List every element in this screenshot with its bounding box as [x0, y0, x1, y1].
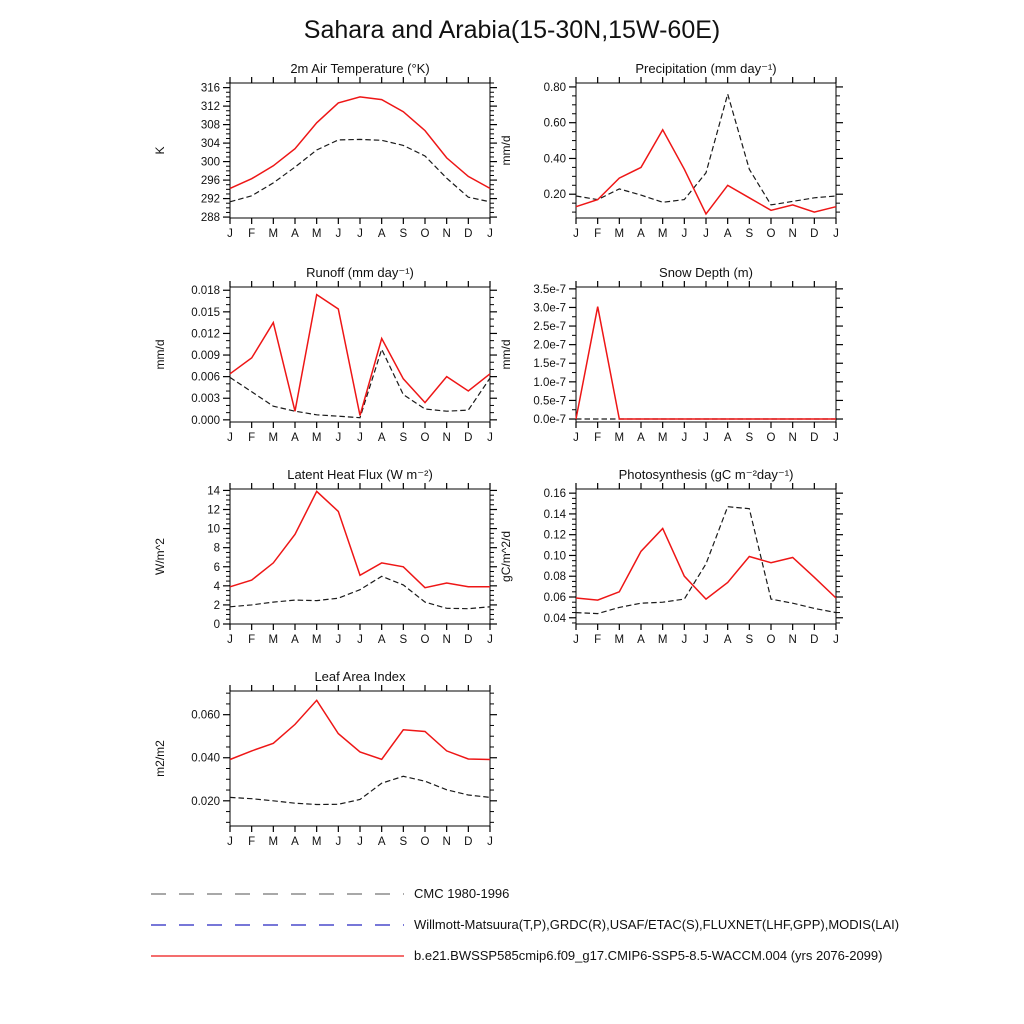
legend [150, 878, 899, 971]
x-tick-label: A [291, 228, 299, 240]
chart-title: 2m Air Temperature (°K) [290, 61, 430, 76]
plot-frame [230, 83, 490, 218]
y-tick-label: 3.0e-7 [533, 302, 566, 315]
x-tick-label: N [442, 228, 451, 240]
x-tick-label: J [335, 836, 342, 848]
plot-frame [576, 287, 836, 422]
x-tick-label: J [357, 634, 363, 646]
x-tick-label: M [268, 634, 279, 646]
x-tick-label: A [723, 432, 732, 444]
x-tick-label: J [681, 432, 688, 444]
snow-depth-chart [491, 265, 871, 457]
y-axis-label: mm/d [153, 339, 167, 370]
series-observations [230, 576, 490, 608]
x-tick-label: M [268, 836, 279, 848]
x-tick-label: F [248, 432, 256, 444]
x-tick-label: D [464, 634, 473, 646]
y-tick-label: 316 [200, 82, 220, 95]
panel-runoff [145, 265, 525, 457]
y-tick-label: 304 [200, 138, 220, 151]
x-tick-label: J [487, 634, 493, 646]
series-observations [230, 776, 490, 804]
x-tick-label: D [464, 228, 473, 240]
x-tick-label: A [637, 634, 645, 646]
precipitation-chart [491, 61, 871, 253]
x-tick-label: D [810, 432, 819, 444]
y-axis-label: gC/m^2/d [499, 531, 513, 582]
legend-item-0 [150, 878, 899, 909]
x-tick-label: J [573, 634, 579, 646]
y-tick-label: 0.08 [543, 571, 566, 584]
legend-line-swatch [150, 891, 405, 897]
series-observations [230, 139, 490, 201]
x-tick-label: M [311, 836, 322, 848]
y-tick-label: 0.5e-7 [533, 395, 566, 408]
series-model [230, 97, 490, 188]
x-tick-label: M [657, 634, 668, 646]
x-tick-label: M [614, 432, 625, 444]
x-tick-label: J [681, 228, 688, 240]
x-tick-label: J [227, 634, 233, 646]
chart-title: Latent Heat Flux (W m⁻²) [287, 467, 433, 482]
x-tick-label: A [291, 836, 299, 848]
y-axis-label: W/m^2 [153, 538, 167, 575]
y-tick-label: 0.003 [191, 393, 220, 406]
x-tick-label: J [703, 634, 709, 646]
y-tick-label: 312 [200, 101, 220, 114]
y-tick-label: 0.06 [543, 592, 566, 604]
y-axis-label: K [153, 146, 167, 155]
x-tick-label: M [657, 432, 668, 444]
x-tick-label: A [291, 634, 299, 646]
y-tick-label: 0.012 [191, 328, 220, 341]
chart-title: Snow Depth (m) [659, 265, 753, 280]
x-tick-label: A [291, 432, 299, 444]
legend-line-swatch [150, 953, 405, 959]
x-tick-label: M [657, 228, 668, 240]
snow-depth-svg [491, 265, 871, 457]
x-tick-label: N [442, 836, 451, 848]
x-tick-label: N [442, 432, 451, 444]
air-temperature-chart [145, 61, 525, 253]
panel-leaf-area-index [145, 669, 525, 861]
x-tick-label: N [788, 634, 797, 646]
series-observations [576, 507, 836, 614]
x-tick-label: O [420, 432, 430, 444]
precipitation-svg [491, 61, 871, 253]
series-model [576, 529, 836, 601]
x-tick-label: J [833, 228, 839, 240]
series-model [576, 307, 836, 419]
series-observations [230, 349, 490, 417]
x-tick-label: N [788, 432, 797, 444]
y-tick-label: 0.020 [191, 795, 220, 808]
y-tick-label: 0 [213, 619, 220, 631]
plot-frame [230, 691, 490, 826]
legend-label: Willmott-Matsuura(T,P),GRDC(R),USAF/ETAC(S),FLUXNET(LHF,GPP),MODIS(LAI) [414, 917, 900, 932]
y-tick-label: 288 [200, 212, 220, 225]
y-tick-label: 14 [207, 485, 220, 498]
y-tick-label: 2.5e-7 [533, 321, 566, 334]
plot-frame [230, 287, 490, 422]
x-tick-label: J [573, 228, 579, 240]
y-tick-label: 0.40 [543, 153, 566, 166]
y-tick-label: 2.0e-7 [533, 339, 566, 352]
x-tick-label: J [227, 836, 233, 848]
y-axis-label: mm/d [499, 135, 513, 166]
latent-heat-flux-svg [145, 467, 525, 659]
x-tick-label: D [810, 228, 819, 240]
x-tick-label: J [833, 432, 839, 444]
y-tick-label: 292 [200, 193, 220, 206]
x-tick-label: A [377, 432, 386, 444]
x-tick-label: F [594, 228, 602, 240]
x-tick-label: A [723, 228, 732, 240]
leaf-area-index-svg [145, 669, 525, 861]
runoff-chart [145, 265, 525, 457]
x-tick-label: O [420, 836, 430, 848]
x-tick-label: M [268, 228, 279, 240]
y-tick-label: 0.16 [543, 488, 566, 501]
y-tick-label: 308 [200, 119, 220, 132]
panel-latent-heat-flux [145, 467, 525, 659]
x-tick-label: D [810, 634, 819, 646]
photosynthesis-chart [491, 467, 871, 659]
x-tick-label: J [335, 228, 342, 240]
x-tick-label: J [227, 228, 233, 240]
x-tick-label: F [248, 634, 256, 646]
panel-snow-depth [491, 265, 871, 457]
x-tick-label: S [745, 228, 754, 240]
x-tick-label: O [766, 634, 776, 646]
series-model [230, 700, 490, 759]
y-tick-label: 0.14 [543, 508, 566, 521]
series-observations [576, 94, 836, 205]
x-tick-label: A [637, 228, 645, 240]
latent-heat-flux-chart [145, 467, 525, 659]
y-tick-label: 0.000 [191, 414, 220, 427]
x-tick-label: O [420, 634, 430, 646]
y-tick-label: 296 [200, 175, 220, 188]
x-tick-label: M [614, 228, 625, 240]
x-tick-label: F [594, 634, 602, 646]
x-tick-label: S [745, 432, 754, 444]
panel-photosynthesis [491, 467, 871, 659]
x-tick-label: J [335, 634, 342, 646]
chart-title: Leaf Area Index [314, 669, 406, 684]
legend-label: CMC 1980-1996 [414, 886, 510, 901]
y-tick-label: 0.006 [191, 371, 220, 384]
panel-air-temperature [145, 61, 525, 253]
x-tick-label: A [377, 836, 386, 848]
figure-title: Sahara and Arabia(15-30N,15W-60E) [303, 16, 721, 44]
y-tick-label: 4 [213, 580, 220, 593]
x-tick-label: A [723, 634, 732, 646]
y-tick-label: 2 [213, 599, 220, 612]
y-tick-label: 0.20 [543, 189, 566, 202]
x-tick-label: O [420, 228, 430, 240]
x-tick-label: J [487, 836, 493, 848]
x-tick-label: O [766, 432, 776, 444]
y-tick-label: 8 [213, 542, 220, 555]
y-tick-label: 0.060 [191, 709, 220, 722]
panel-precipitation [491, 61, 871, 253]
y-tick-label: 12 [207, 504, 220, 517]
legend-item-2 [150, 940, 899, 971]
photosynthesis-svg [491, 467, 871, 659]
x-tick-label: N [442, 634, 451, 646]
x-tick-label: M [311, 432, 322, 444]
y-tick-label: 0.009 [191, 350, 220, 363]
series-model [230, 295, 490, 416]
x-tick-label: S [399, 836, 408, 848]
series-model [230, 491, 490, 587]
x-tick-label: J [357, 432, 363, 444]
y-axis-label: mm/d [499, 339, 513, 370]
x-tick-label: M [311, 634, 322, 646]
leaf-area-index-chart [145, 669, 525, 861]
x-tick-label: S [399, 432, 408, 444]
x-tick-label: F [248, 228, 256, 240]
y-tick-label: 0.04 [543, 612, 566, 625]
plot-frame [230, 489, 490, 624]
chart-title: Photosynthesis (gC m⁻²day⁻¹) [618, 467, 794, 482]
x-tick-label: S [745, 634, 754, 646]
y-tick-label: 0.80 [543, 81, 566, 94]
x-tick-label: A [377, 634, 386, 646]
chart-title: Precipitation (mm day⁻¹) [635, 61, 777, 76]
x-tick-label: J [703, 228, 709, 240]
y-tick-label: 6 [213, 561, 220, 574]
x-tick-label: M [268, 432, 279, 444]
x-tick-label: J [681, 634, 688, 646]
y-tick-label: 0.0e-7 [533, 414, 566, 427]
x-tick-label: S [399, 228, 408, 240]
legend-line-swatch [150, 922, 405, 928]
legend-item-1 [150, 909, 899, 940]
x-tick-label: J [703, 432, 709, 444]
x-tick-label: N [788, 228, 797, 240]
y-tick-label: 0.018 [191, 285, 220, 298]
x-tick-label: D [464, 432, 473, 444]
x-tick-label: J [487, 432, 493, 444]
plot-frame [576, 83, 836, 218]
y-tick-label: 300 [200, 156, 220, 169]
y-tick-label: 1.5e-7 [533, 358, 566, 371]
y-axis-label: m2/m2 [153, 740, 167, 777]
x-tick-label: J [357, 836, 363, 848]
runoff-svg [145, 265, 525, 457]
x-tick-label: J [357, 228, 363, 240]
x-tick-label: A [377, 228, 386, 240]
x-tick-label: M [614, 634, 625, 646]
x-tick-label: J [833, 634, 839, 646]
y-tick-label: 1.0e-7 [533, 376, 566, 389]
air-temperature-svg [145, 61, 525, 253]
y-tick-label: 10 [207, 523, 220, 536]
y-tick-label: 0.040 [191, 752, 220, 765]
x-tick-label: J [335, 432, 342, 444]
x-tick-label: O [766, 228, 776, 240]
x-tick-label: S [399, 634, 408, 646]
x-tick-label: M [311, 228, 322, 240]
x-tick-label: A [637, 432, 645, 444]
chart-title: Runoff (mm day⁻¹) [306, 265, 414, 280]
x-tick-label: J [227, 432, 233, 444]
y-tick-label: 0.12 [543, 529, 566, 542]
y-tick-label: 0.10 [543, 550, 566, 563]
x-tick-label: F [248, 836, 256, 848]
y-tick-label: 3.5e-7 [533, 283, 566, 296]
y-tick-label: 0.015 [191, 306, 220, 319]
x-tick-label: J [487, 228, 493, 240]
y-tick-label: 0.60 [543, 117, 566, 130]
legend-label: b.e21.BWSSP585cmip6.f09_g17.CMIP6-SSP5-8.5-WACCM.004 (yrs 2076-2099) [414, 948, 883, 963]
x-tick-label: J [573, 432, 579, 444]
x-tick-label: D [464, 836, 473, 848]
x-tick-label: F [594, 432, 602, 444]
